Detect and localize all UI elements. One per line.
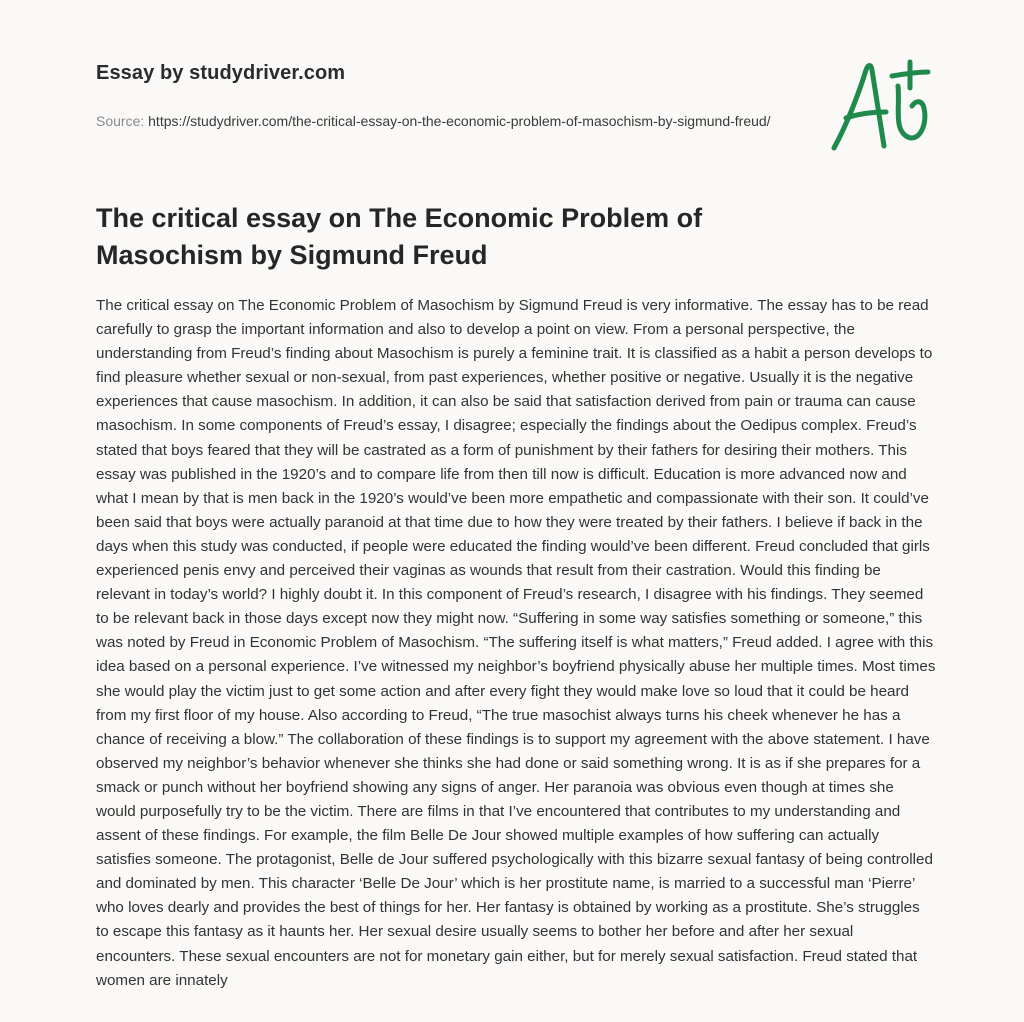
source-link[interactable]: https://studydriver.com/the-critical-essay-on-the-economic-problem-of-masochism-by-sigmund-freud/: [148, 113, 771, 129]
source-label: Source:: [96, 113, 149, 129]
essay-body: The critical essay on The Economic Problem of Masochism by Sigmund Freud is very informative. The essay has to be read carefully to grasp the important information and also to develop a point on view. From a personal perspective, the understanding from Freud’s finding about Masochism is purely a feminine trait. It is classified as a habit a person develops to find pleasure whether sexual or non-sexual, from past experiences, whether positive or negative. Usually it is the negative experiences that cause masochism. In addition, it can also be said that satisfaction derived from pain or trauma can cause masochism. In some components of Freud’s essay, I disagree; especially the findings about the Oedipus complex. Freud’s stated that boys feared that they will be castrated as a form of punishment by their fathers for desiring their mothers. This essay was published in the 1920’s and to compare life from then till now is difficult. Education is more advanced now and what I mean by that is men back in the 1920’s would’ve been more empathetic and compassionate with their son. It could’ve been said that boys were actually paranoid at that time due to how they were treated by their fathers. I believe if back in the days when this study was conducted, if people were educated the finding would’ve been different. Freud concluded that girls experienced penis envy and perceived their vaginas as wounds that result from their castration. Would this finding be relevant in today’s world? I highly doubt it. In this component of Freud’s research, I disagree with his findings. They seemed to be relevant back in those days except now they might now. “Suffering in some way satisfies something or someone,” this was noted by Freud in Economic Problem of Masochism. “The suffering itself is what matters,” Freud added. I agree with this idea based on a personal experience. I’ve witnessed my neighbor’s boyfriend physically abuse her multiple times. Most times she would play the victim just to get some action and after every fight they would make love so loud that it could be heard from my first floor of my house. Also according to Freud, “The true masochist always turns his cheek whenever he has a chance of receiving a blow.” The collaboration of these findings is to support my agreement with the above statement. I have observed my neighbor’s behavior whenever she thinks she had done or said something wrong. It is as if she prepares for a smack or punch without her boyfriend showing any signs of anger. Her paranoia was obvious even though at times she would purposefully try to be the victim. There are films in that I’ve encountered that contributes to my understanding and assent of these findings. For example, the film Belle De Jour showed multiple examples of how suffering can actually satisfies someone. The protagonist, Belle de Jour suffered psychologically with this bizarre sexual fantasy of being controlled and dominated by men. This character ‘Belle De Jour’ which is her prostitute name, is married to a successful man ‘Pierre’ who loves dearly and provides the best of things for her. Her fantasy is obtained by working as a prostitute. She’s struggles to escape this fantasy as it haunts her. Her sexual desire usually seems to bother her before and after her sexual encounters. These sexual encounters are not for monetary gain either, but for merely sexual satisfaction. Freud stated that women are innately: [96, 297, 936, 989]
essay-title: The critical essay on The Economic Problem of Masochism by Sigmund Freud: [96, 203, 703, 270]
source-line: [96, 110, 776, 132]
site-title: Essay by studydriver.com: [96, 62, 346, 84]
a-plus-logo-icon: [824, 56, 934, 156]
